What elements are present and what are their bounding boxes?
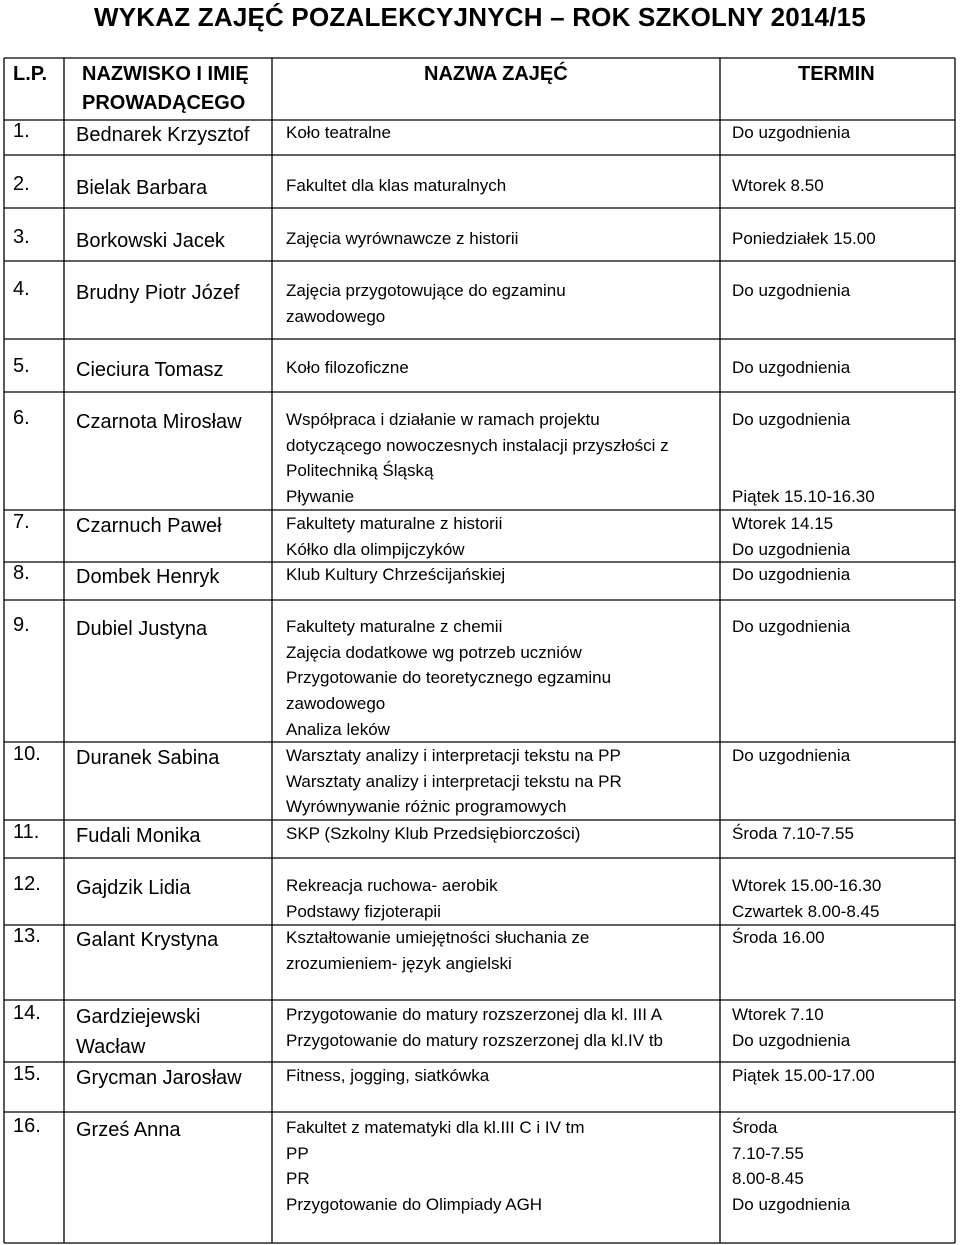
activity-line: Klub Kultury Chrześcijańskiej [286,565,506,584]
header-lp: L.P. [13,63,48,85]
teacher-name [76,614,207,644]
activity-line: Zajęcia wyrównawcze z historii [286,229,519,248]
term-line: 7.10-7.55 [732,1143,804,1163]
teacher-name-line: Gardziejewski [76,1006,201,1028]
activity-line: Przygotowanie do matury rozszerzonej dla kl.IV tb [286,1030,664,1050]
row-number: 11. [13,821,40,843]
activity-name [286,614,611,743]
term-line: Do uzgodnienia [732,565,851,584]
schedule-term [732,1115,850,1218]
activity-line: PP [286,1143,309,1163]
activity-line: PR [286,1169,310,1189]
term-line: Piątek 15.10-16.30 [732,487,875,507]
term-line: Wtorek 15.00-16.30 [732,876,882,895]
activity-line: Zajęcia przygotowujące do egzaminu [286,281,566,300]
term-line [732,433,875,459]
teacher-name [76,925,218,955]
teacher-name [76,873,191,903]
activity-line: Zajęcia dodatkowe wg potrzeb uczniów [286,642,582,662]
term-line: Do uzgodnienia [732,410,851,429]
teacher-name-line: Dombek Henryk [76,566,220,588]
schedule-term [732,173,824,199]
term-line: Piątek 15.00-17.00 [732,1066,875,1085]
activity-name [286,1002,663,1053]
header-name-line2: PROWADĄCEGO [82,92,246,114]
schedule-term [732,278,850,304]
teacher-name [76,743,219,773]
schedule-term [732,1002,850,1053]
activity-name [286,120,391,146]
teacher-name [76,562,219,592]
teacher-name [76,278,239,308]
schedule-term [732,1063,875,1089]
term-line: Poniedziałek 15.00 [732,229,876,248]
activity-line: dotyczącego nowoczesnych instalacji przyszłości z [286,435,669,455]
teacher-name-line: Bielak Barbara [76,177,208,199]
activity-line: Pływanie [286,487,355,507]
teacher-name-line: Grześ Anna [76,1119,181,1141]
term-line [732,458,875,484]
term-line: 8.00-8.45 [732,1169,804,1189]
schedule-term [732,614,850,640]
term-line: Do uzgodnienia [732,123,851,142]
header-name [82,60,249,118]
row-number: 5. [13,355,30,377]
teacher-name-line: Brudny Piotr Józef [76,282,240,304]
teacher-name-line: Czarnota Mirosław [76,411,242,433]
activity-line: zawodowego [286,694,386,714]
teacher-name-line: Bednarek Krzysztof [76,124,250,146]
activity-line: Rekreacja ruchowa- aerobik [286,876,498,895]
teacher-name-line: Czarnuch Paweł [76,515,222,537]
activity-line: Kształtowanie umiejętności słuchania ze [286,928,590,947]
activity-name [286,925,589,976]
schedule-term [732,873,881,924]
term-line: Do uzgodnienia [732,539,851,559]
row-number: 12. [13,873,41,895]
teacher-name [76,1002,200,1062]
term-line: Do uzgodnienia [732,281,851,300]
activity-name [286,1063,489,1089]
activity-line: SKP (Szkolny Klub Przedsiębiorczości) [286,824,581,843]
term-line: Wtorek 7.10 [732,1005,824,1024]
header-subject: NAZWA ZAJĘĆ [424,63,568,85]
term-line: Środa 7.10-7.55 [732,824,854,843]
schedule-term [732,511,850,562]
term-line: Do uzgodnienia [732,1030,851,1050]
teacher-name [76,407,242,437]
term-line: Wtorek 14.15 [732,514,834,533]
schedule-term [732,562,850,588]
teacher-name [76,821,201,851]
term-line: Do uzgodnienia [732,1195,851,1215]
activity-line: zrozumieniem- język angielski [286,953,512,973]
teacher-name [76,1063,242,1093]
row-number: 14. [13,1002,41,1024]
term-line: Czwartek 8.00-8.45 [732,901,880,921]
activity-line: Fakultet dla klas maturalnych [286,176,507,195]
activity-line: Politechniką Śląską [286,461,434,481]
activity-line: Wyrównywanie różnic programowych [286,797,567,817]
activity-line: Fakultety maturalne z historii [286,514,503,533]
teacher-name [76,226,225,256]
activity-name [286,511,502,562]
activity-name [286,1115,585,1218]
teacher-name [76,355,223,385]
schedule-term [732,407,875,510]
activity-name [286,821,580,847]
activity-name [286,173,506,199]
row-number: 13. [13,925,41,947]
teacher-name [76,173,207,203]
teacher-name [76,511,222,541]
schedule-term [732,120,850,146]
teacher-name-line: Galant Krystyna [76,929,219,951]
activity-line: zawodowego [286,306,386,326]
header-name-line1: NAZWISKO I IMIĘ [82,63,249,85]
teacher-name-line: Gajdzik Lidia [76,877,191,899]
activity-line: Koło teatralne [286,123,391,142]
row-number: 1. [13,120,30,142]
activity-line: Warsztaty analizy i interpretacji tekstu na PP [286,746,621,765]
term-line: Do uzgodnienia [732,746,851,765]
teacher-name [76,1115,181,1145]
schedule-term [732,226,876,252]
schedule-term [732,355,850,381]
schedule-term [732,821,854,847]
header-term: TERMIN [798,63,875,85]
row-number: 15. [13,1063,41,1085]
teacher-name [76,120,249,150]
teacher-name-line: Wacław [76,1036,146,1058]
term-line: Środa 16.00 [732,928,825,947]
teacher-name-line: Fudali Monika [76,825,201,847]
activity-line: Przygotowanie do Olimpiady AGH [286,1195,543,1215]
activity-line: Koło filozoficzne [286,358,409,377]
activity-line: Fitness, jogging, siatkówka [286,1066,490,1085]
activity-line: Przygotowanie do teoretycznego egzaminu [286,668,612,688]
teacher-name-line: Borkowski Jacek [76,230,225,252]
activity-line: Warsztaty analizy i interpretacji tekstu na PR [286,771,622,791]
teacher-name-line: Dubiel Justyna [76,618,208,640]
row-number: 4. [13,278,30,300]
row-number: 3. [13,226,30,248]
activity-name [286,278,566,329]
activity-line: Fakultet z matematyki dla kl.III C i IV tm [286,1118,585,1137]
row-number: 6. [13,407,30,429]
activity-line: Kółko dla olimpijczyków [286,539,465,559]
activity-name [286,562,505,588]
activity-line: Fakultety maturalne z chemii [286,617,503,636]
teacher-name-line: Cieciura Tomasz [76,359,224,381]
teacher-name-line: Grycman Jarosław [76,1067,242,1089]
row-number: 8. [13,562,30,584]
activity-line: Podstawy fizjoterapii [286,901,441,921]
activity-line: Przygotowanie do matury rozszerzonej dla kl. III A [286,1005,663,1024]
activity-name [286,355,409,381]
activity-name [286,226,518,252]
row-number: 16. [13,1115,41,1137]
activity-line: Analiza leków [286,719,390,739]
term-line: Do uzgodnienia [732,358,851,377]
row-number: 2. [13,173,30,195]
activity-name [286,743,622,820]
activity-name [286,407,669,510]
term-line: Wtorek 8.50 [732,176,824,195]
activity-line: Współpraca i działanie w ramach projektu [286,410,600,429]
row-number: 10. [13,743,41,765]
teacher-name-line: Duranek Sabina [76,747,220,769]
schedule-term [732,743,850,769]
page-title: WYKAZ ZAJĘĆ POZALEKCYJNYCH – ROK SZKOLNY 2014/15 [94,2,866,32]
row-number: 7. [13,511,30,533]
schedule-term [732,925,825,951]
row-number: 9. [13,614,30,636]
term-line: Do uzgodnienia [732,617,851,636]
activity-name [286,873,498,924]
term-line: Środa [732,1118,778,1137]
